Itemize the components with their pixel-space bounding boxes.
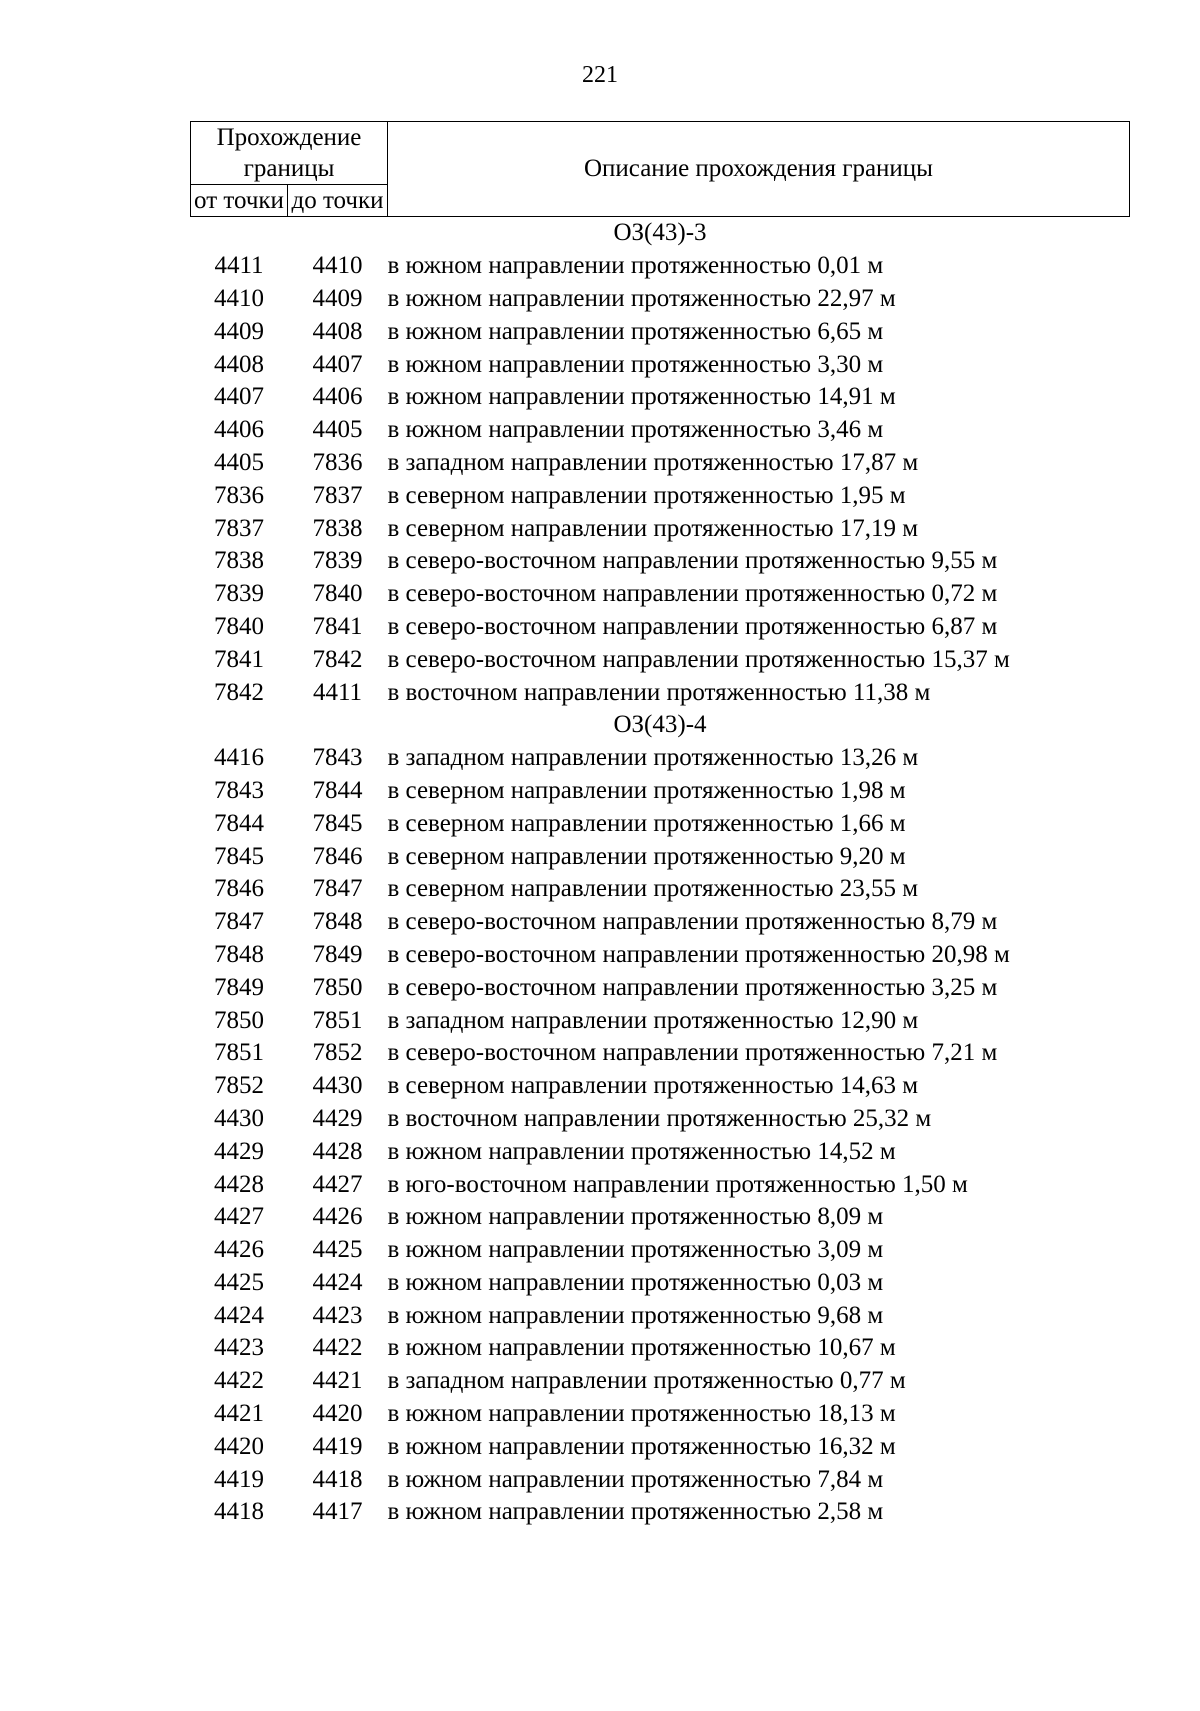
table-row bbox=[191, 676, 1130, 709]
boundary-description: в западном направлении протяженностью 0,77 м bbox=[387, 1367, 906, 1395]
table-row bbox=[191, 971, 1130, 1004]
boundary-description: в северном направлении протяженностью 9,20 м bbox=[387, 842, 906, 870]
point-from: 4430 bbox=[214, 1104, 264, 1132]
table-body bbox=[191, 217, 1130, 1529]
point-from: 4410 bbox=[214, 284, 264, 312]
point-to: 7839 bbox=[312, 547, 363, 575]
point-to: 4406 bbox=[312, 383, 363, 411]
point-from: 7839 bbox=[214, 580, 264, 608]
point-to: 4422 bbox=[312, 1334, 363, 1362]
boundary-description: в северо-восточном направлении протяженностью 7,21 м bbox=[387, 1039, 998, 1067]
header-description: Описание прохождения границы bbox=[388, 122, 1130, 217]
section-title-row bbox=[191, 217, 1130, 250]
point-to: 7838 bbox=[312, 514, 363, 542]
point-to: 7840 bbox=[312, 580, 363, 608]
boundary-description: в южном направлении протяженностью 10,67 м bbox=[387, 1334, 896, 1362]
boundary-description: в южном направлении протяженностью 7,84 м bbox=[387, 1465, 884, 1493]
point-to: 7841 bbox=[312, 612, 363, 640]
point-to: 4417 bbox=[312, 1498, 363, 1526]
point-from: 4426 bbox=[214, 1236, 264, 1264]
boundary-description: в южном направлении протяженностью 14,91 м bbox=[387, 383, 896, 411]
point-to: 7844 bbox=[312, 776, 363, 804]
boundary-description: в южном направлении протяженностью 6,65 м bbox=[387, 317, 884, 345]
point-to: 4430 bbox=[312, 1072, 363, 1100]
boundary-description: в юго-восточном направлении протяженностью 1,50 м bbox=[387, 1170, 968, 1198]
table-header bbox=[191, 122, 1130, 217]
boundary-description: в северо-восточном направлении протяженностью 3,25 м bbox=[387, 973, 998, 1001]
boundary-description: в южном направлении протяженностью 2,58 м bbox=[387, 1498, 884, 1526]
boundary-description: в южном направлении протяженностью 22,97 м bbox=[387, 284, 896, 312]
boundary-description: в северном направлении протяженностью 17,19 м bbox=[387, 514, 919, 542]
boundary-description: в южном направлении протяженностью 0,01 м bbox=[387, 252, 884, 280]
table-row bbox=[191, 545, 1130, 578]
point-to: 7837 bbox=[312, 481, 363, 509]
table-row bbox=[191, 1037, 1130, 1070]
table-row bbox=[191, 315, 1130, 348]
point-from: 7847 bbox=[214, 908, 264, 936]
point-from: 7840 bbox=[214, 612, 264, 640]
header-passage: Прохождение границы bbox=[191, 122, 388, 185]
point-from: 7837 bbox=[214, 514, 264, 542]
boundary-description: в западном направлении протяженностью 12,90 м bbox=[387, 1006, 919, 1034]
table-row bbox=[191, 643, 1130, 676]
point-from: 4422 bbox=[214, 1367, 264, 1395]
boundary-description: в южном направлении протяженностью 18,13 м bbox=[387, 1400, 896, 1428]
point-from: 4407 bbox=[214, 383, 264, 411]
table-row bbox=[191, 873, 1130, 906]
table-row bbox=[191, 512, 1130, 545]
point-to: 7850 bbox=[312, 973, 363, 1001]
boundary-description: в северном направлении протяженностью 1,98 м bbox=[387, 776, 906, 804]
table-row bbox=[191, 1299, 1130, 1332]
point-from: 4406 bbox=[214, 416, 264, 444]
table-row bbox=[191, 1168, 1130, 1201]
point-to: 4426 bbox=[312, 1203, 363, 1231]
point-from: 4405 bbox=[214, 448, 264, 476]
point-to: 4409 bbox=[312, 284, 363, 312]
point-to: 7842 bbox=[312, 645, 363, 673]
section-title-row bbox=[191, 709, 1130, 742]
table-row bbox=[191, 1234, 1130, 1267]
point-from: 7845 bbox=[214, 842, 264, 870]
boundary-description: в северном направлении протяженностью 14,63 м bbox=[387, 1072, 919, 1100]
boundary-description: в южном направлении протяженностью 8,09 м bbox=[387, 1203, 884, 1231]
point-from: 4416 bbox=[214, 744, 264, 772]
point-to: 7848 bbox=[312, 908, 363, 936]
table-row bbox=[191, 1496, 1130, 1529]
point-from: 7838 bbox=[214, 547, 264, 575]
point-to: 7849 bbox=[312, 940, 363, 968]
boundary-description: в восточном направлении протяженностью 11,38 м bbox=[387, 678, 931, 706]
table-row bbox=[191, 906, 1130, 939]
table-row bbox=[191, 381, 1130, 414]
point-from: 7849 bbox=[214, 973, 264, 1001]
table-row bbox=[191, 578, 1130, 611]
point-to: 7847 bbox=[312, 875, 363, 903]
table-row bbox=[191, 1135, 1130, 1168]
boundary-description: в южном направлении протяженностью 3,30 м bbox=[387, 350, 884, 378]
point-to: 4411 bbox=[312, 678, 363, 706]
point-from: 4427 bbox=[214, 1203, 264, 1231]
table-row bbox=[191, 1004, 1130, 1037]
point-to: 4407 bbox=[312, 350, 363, 378]
point-from: 4419 bbox=[214, 1465, 264, 1493]
boundary-description: в северо-восточном направлении протяженностью 6,87 м bbox=[387, 612, 998, 640]
point-to: 4428 bbox=[312, 1137, 363, 1165]
point-from: 7841 bbox=[214, 645, 264, 673]
point-from: 4418 bbox=[214, 1498, 264, 1526]
table-row bbox=[191, 1201, 1130, 1234]
point-from: 4424 bbox=[214, 1301, 264, 1329]
point-to: 7851 bbox=[312, 1006, 363, 1034]
point-from: 7842 bbox=[214, 678, 264, 706]
point-from: 4420 bbox=[214, 1432, 264, 1460]
point-from: 7846 bbox=[214, 875, 264, 903]
section-title: ОЗ(43)-3 bbox=[613, 219, 707, 247]
boundary-description: в северо-восточном направлении протяженностью 20,98 м bbox=[387, 940, 1010, 968]
boundary-description: в северо-восточном направлении протяженностью 0,72 м bbox=[387, 580, 998, 608]
point-to: 4420 bbox=[312, 1400, 363, 1428]
boundary-description: в южном направлении протяженностью 14,52 м bbox=[387, 1137, 896, 1165]
point-to: 4410 bbox=[312, 252, 363, 280]
boundary-description: в южном направлении протяженностью 3,46 м bbox=[387, 416, 884, 444]
boundary-description: в южном направлении протяженностью 9,68 м bbox=[387, 1301, 884, 1329]
table-row bbox=[191, 742, 1130, 775]
boundary-description: в северо-восточном направлении протяженностью 15,37 м bbox=[387, 645, 1010, 673]
table-row bbox=[191, 479, 1130, 512]
boundary-description: в северо-восточном направлении протяженностью 9,55 м bbox=[387, 547, 998, 575]
table-row bbox=[191, 1103, 1130, 1136]
boundary-description: в западном направлении протяженностью 17,87 м bbox=[387, 448, 919, 476]
point-to: 4429 bbox=[312, 1104, 363, 1132]
table-row bbox=[191, 414, 1130, 447]
table-row bbox=[191, 1463, 1130, 1496]
boundary-description: в северном направлении протяженностью 23,55 м bbox=[387, 875, 919, 903]
point-from: 7850 bbox=[214, 1006, 264, 1034]
point-to: 7843 bbox=[312, 744, 363, 772]
point-to: 7845 bbox=[312, 809, 363, 837]
header-from: от точки bbox=[191, 185, 288, 217]
table-row bbox=[191, 1267, 1130, 1300]
point-from: 7843 bbox=[214, 776, 264, 804]
page-number: 221 bbox=[582, 62, 618, 88]
boundary-description: в западном направлении протяженностью 13,26 м bbox=[387, 744, 919, 772]
table-row bbox=[191, 1332, 1130, 1365]
boundary-description: в южном направлении протяженностью 16,32 м bbox=[387, 1432, 896, 1460]
point-from: 4428 bbox=[214, 1170, 264, 1198]
point-from: 4425 bbox=[214, 1268, 264, 1296]
point-to: 4408 bbox=[312, 317, 363, 345]
point-from: 7851 bbox=[214, 1039, 264, 1067]
table-row bbox=[191, 939, 1130, 972]
point-to: 7852 bbox=[312, 1039, 363, 1067]
table-row bbox=[191, 250, 1130, 283]
header-to: до точки bbox=[288, 185, 388, 217]
point-to: 4421 bbox=[312, 1367, 363, 1395]
point-from: 7852 bbox=[214, 1072, 264, 1100]
table-row bbox=[191, 283, 1130, 316]
point-to: 7846 bbox=[312, 842, 363, 870]
table-row bbox=[191, 1430, 1130, 1463]
point-to: 7836 bbox=[312, 448, 363, 476]
boundary-description: в северном направлении протяженностью 1,95 м bbox=[387, 481, 906, 509]
boundary-table bbox=[190, 121, 1130, 1529]
table-row bbox=[191, 447, 1130, 480]
table-row bbox=[191, 807, 1130, 840]
point-to: 4424 bbox=[312, 1268, 363, 1296]
point-from: 4421 bbox=[214, 1400, 264, 1428]
point-from: 4409 bbox=[214, 317, 264, 345]
boundary-description: в северо-восточном направлении протяженностью 8,79 м bbox=[387, 908, 998, 936]
point-from: 7848 bbox=[214, 940, 264, 968]
point-to: 4419 bbox=[312, 1432, 363, 1460]
point-from: 7836 bbox=[214, 481, 264, 509]
table-row bbox=[191, 1365, 1130, 1398]
section-title: ОЗ(43)-4 bbox=[613, 711, 707, 739]
point-to: 4423 bbox=[312, 1301, 363, 1329]
boundary-description: в восточном направлении протяженностью 25,32 м bbox=[387, 1104, 932, 1132]
point-from: 4429 bbox=[214, 1137, 264, 1165]
boundary-description: в северном направлении протяженностью 1,66 м bbox=[387, 809, 906, 837]
point-to: 4425 bbox=[312, 1236, 363, 1264]
point-from: 4423 bbox=[214, 1334, 264, 1362]
table-row bbox=[191, 348, 1130, 381]
table-row bbox=[191, 1070, 1130, 1103]
point-from: 4408 bbox=[214, 350, 264, 378]
point-to: 4418 bbox=[312, 1465, 363, 1493]
boundary-description: в южном направлении протяженностью 3,09 м bbox=[387, 1236, 884, 1264]
point-from: 4411 bbox=[214, 252, 264, 280]
table-row bbox=[191, 1398, 1130, 1431]
boundary-description: в южном направлении протяженностью 0,03 м bbox=[387, 1268, 884, 1296]
point-to: 4405 bbox=[312, 416, 363, 444]
table-row bbox=[191, 840, 1130, 873]
table-row bbox=[191, 611, 1130, 644]
point-to: 4427 bbox=[312, 1170, 363, 1198]
point-from: 7844 bbox=[214, 809, 264, 837]
table-row bbox=[191, 775, 1130, 808]
